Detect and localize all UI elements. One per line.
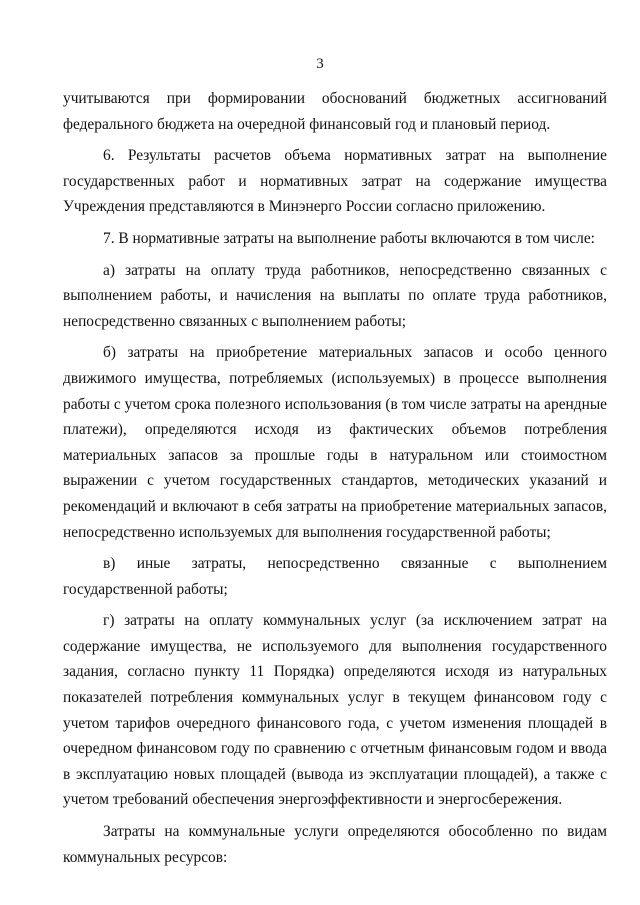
paragraph-subitem-v: в) иные затраты, непосредственно связанные с выполнением государственной работы; (63, 555, 607, 598)
paragraph-continuation: учитываются при формировании обоснований бюджетных ассигнований федерального бюджета на очередной финансовый год и плановый период. (63, 90, 607, 133)
paragraph-subitem-g: г) затраты на оплату коммунальных услуг (за исключением затрат на содержание имущества, не используемого для выполнения государственного задания, согласно пункту 11 Порядка) определяются исходя из натуральных показателей потребления коммунальных услуг в текущем финансовом году с учетом тарифов очередного финансового года, с учетом изменения площадей в очередном финансовом году по сравнению с отчетным финансовым годом и ввода в эксплуатацию новых площадей (вывода из эксплуатации площадей), а также с учетом требований обеспечения энергоэффективности и энергосбережения. (63, 612, 607, 809)
document-body (63, 86, 607, 876)
paragraph-subitem-a: а) затраты на оплату труда работников, непосредственно связанных с выполнением работы, и начисления на выплаты по оплате труда работников, непосредственно связанных с выполнением работы; (63, 261, 607, 330)
paragraph-item-6: 6. Результаты расчетов объема нормативных затрат на выполнение государственных работ и нормативных затрат на содержание имущества Учреждения представляются в Минэнерго России согласно приложению. (63, 147, 607, 216)
paragraph-utilities: Затраты на коммунальные услуги определяются обособленно по видам коммунальных ресурсов: (63, 823, 607, 866)
paragraph-item-7: 7. В нормативные затраты на выполнение работы включаются в том числе: (103, 229, 595, 247)
paragraph-subitem-b: б) затраты на приобретение материальных запасов и особо ценного движимого имущества, потребляемых (используемых) в процессе выполнения работы с учетом срока полезного использования (в том числе затраты на арендные платежи), определяются исходя из фактических объемов потребления материальных запасов за прошлые годы в натуральном или стоимостном выражении с учетом государственных стандартов, методических указаний и рекомендаций и включают в себя затраты на приобретение материальных запасов, непосредственно используемых для выполнения государственной работы; (63, 344, 607, 541)
page-number: 3 (316, 56, 324, 72)
